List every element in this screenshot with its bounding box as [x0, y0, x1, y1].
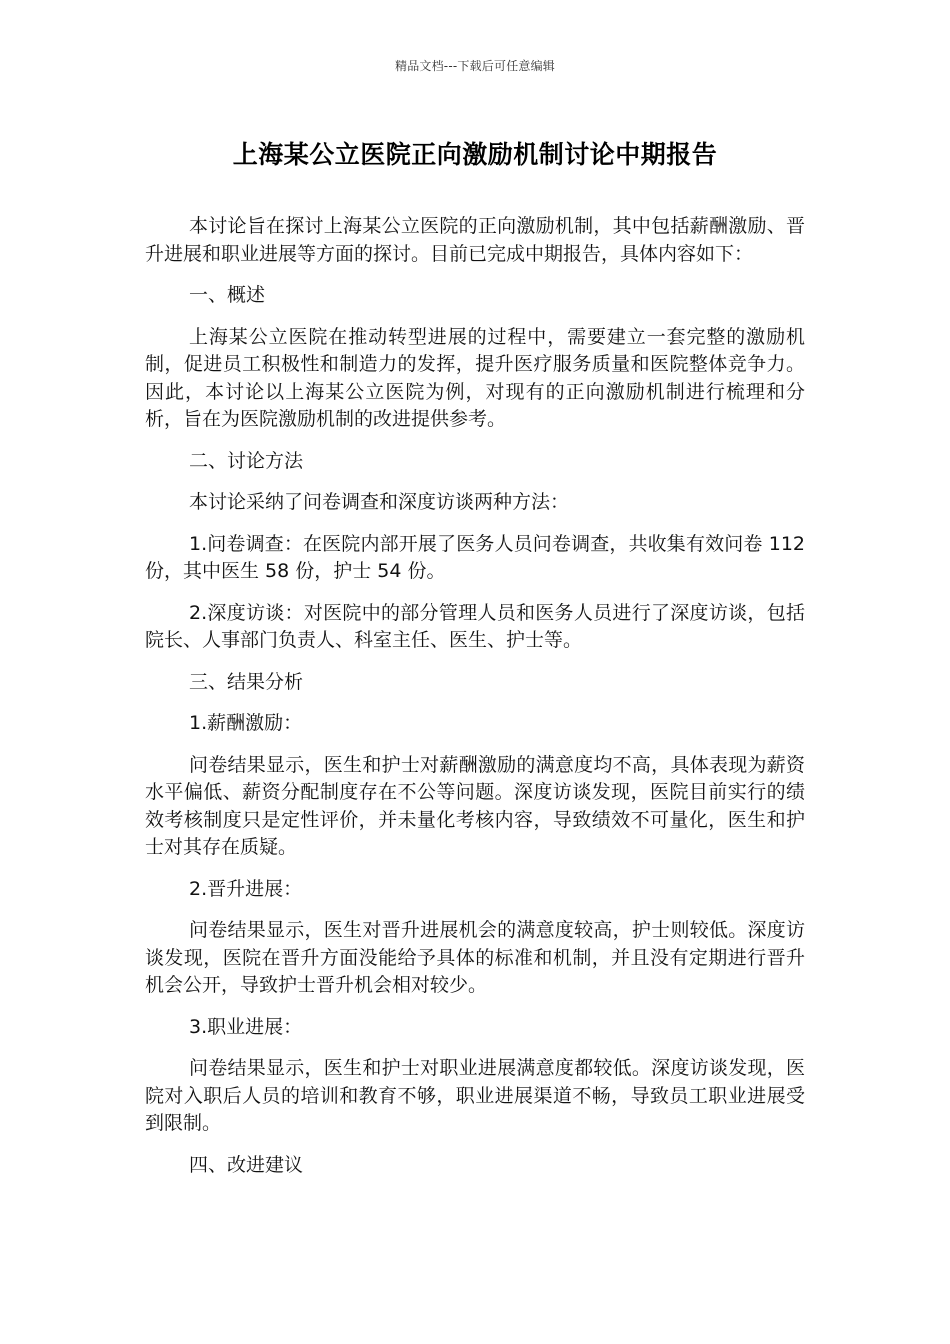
- results-subheading-salary: 1.薪酬激励：: [189, 712, 303, 734]
- page-header-note: 精品文档---下载后可任意编辑: [395, 59, 555, 73]
- results-salary-paragraph: 问卷结果显示，医生和护士对薪酬激励的满意度均不高，具体表现为薪资水平偏低、薪资分配制度存在不公等问题。深度访谈发现，医院目前实行的绩效考核制度只是定性评价，并未量化考核内容，导致绩效不可量化，医生和护士对其存在质疑。: [145, 753, 805, 858]
- overview-paragraph: 上海某公立医院在推动转型进展的过程中，需要建立一套完整的激励机制，促进员工积极性和制造力的发挥，提升医疗服务质量和医院整体竞争力。因此，本讨论以上海某公立医院为例，对现有的正向激励机制进行梳理和分析，旨在为医院激励机制的改进提供参考。: [145, 325, 805, 430]
- document-body: [145, 213, 805, 1193]
- intro-paragraph: 本讨论旨在探讨上海某公立医院的正向激励机制，其中包括薪酬激励、晋升进展和职业进展等方面的探讨。目前已完成中期报告，具体内容如下：: [145, 215, 805, 265]
- methods-paragraph: 本讨论采纳了问卷调查和深度访谈两种方法：: [189, 491, 570, 513]
- results-subheading-career: 3.职业进展：: [189, 1015, 303, 1038]
- results-subheading-promotion: 2.晋升进展：: [189, 877, 303, 900]
- document-title: 上海某公立医院正向激励机制讨论中期报告: [232, 140, 718, 169]
- results-promotion-paragraph: 问卷结果显示，医生对晋升进展机会的满意度较高，护士则较低。深度访谈发现，医院在晋升方面没能给予具体的标准和机制，并且没有定期进行晋升机会公开，导致护士晋升机会相对较少。: [145, 919, 805, 996]
- section-heading-methods: 二、讨论方法: [189, 449, 304, 472]
- results-career-paragraph: 问卷结果显示，医生和护士对职业进展满意度都较低。深度访谈发现，医院对入职后人员的培训和教育不够，职业进展渠道不畅，导致员工职业进展受到限制。: [145, 1057, 805, 1134]
- section-heading-results: 三、结果分析: [189, 670, 304, 693]
- section-heading-overview: 一、概述: [189, 284, 266, 306]
- methods-item-interview: 2.深度访谈：对医院中的部分管理人员和医务人员进行了深度访谈，包括院长、人事部门负责人、科室主任、医生、护士等。: [145, 601, 805, 651]
- methods-item-survey: 1.问卷调查：在医院内部开展了医务人员问卷调查，共收集有效问卷 112 份，其中医生 58 份，护士 54 份。: [145, 532, 805, 582]
- section-heading-suggestions: 四、改进建议: [189, 1153, 304, 1176]
